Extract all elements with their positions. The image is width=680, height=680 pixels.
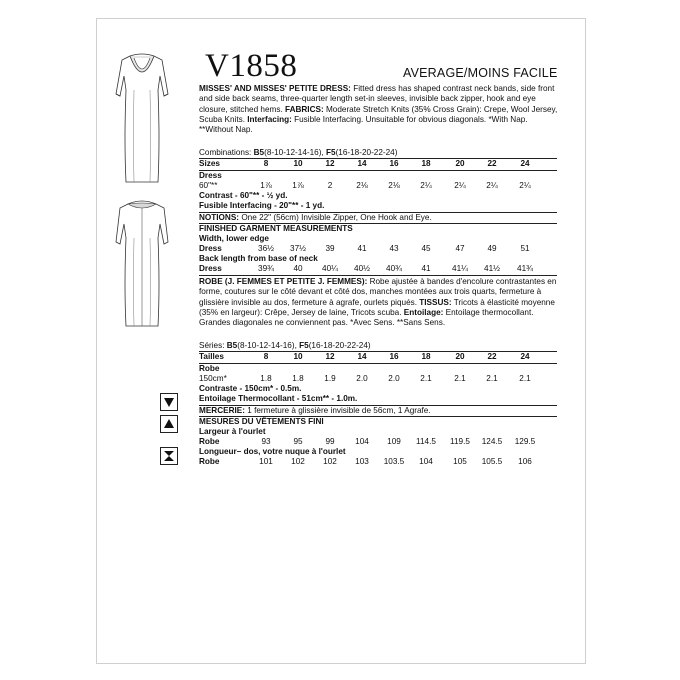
largeur-row: Robe 93 95 99 104 109 114.5 119.5 124.5 129.5 bbox=[199, 437, 536, 446]
fr-description-body: Robe ajustée à bandes d'encolure contrastantes en forme, coutures sur le côté devant et côté dos, manches montées aux trois quarts, fermeture à glissière invisible au dos, fermeture à agrafe, ourlets piqués. bbox=[199, 277, 557, 307]
fr-entoilage-body: Entoilage thermocollant. Grandes diagonales ne conviennent pas. *Avec Sens. **Sans Sens. bbox=[199, 307, 534, 328]
down-arrow-icon bbox=[160, 393, 178, 411]
mesures-title: MESURES DU VÊTEMENTS FINI bbox=[199, 417, 324, 426]
fr-description-title: ROBE (J. FEMMES ET PETITE J. FEMMES): bbox=[199, 277, 368, 286]
english-description bbox=[199, 84, 559, 135]
dress-yardage-row: 60"** 1⅞ 1⅞ 2 2⅛ 2⅛ 2¼ 2¼ 2¼ 2¼ bbox=[199, 181, 531, 190]
dress-front-illustration bbox=[114, 50, 170, 190]
contrast-line: Contrast - 60"** - ½ yd. bbox=[199, 191, 288, 200]
tissus-label: TISSUS: bbox=[419, 297, 452, 307]
back-length-label: Back length from base of neck bbox=[199, 254, 318, 263]
longueur-label: Longueur– dos, votre nuque à l'ourlet bbox=[199, 447, 346, 456]
largeur-label: Largeur à l'ourlet bbox=[199, 427, 266, 436]
contraste-line: Contraste - 150cm* - 0.5m. bbox=[199, 384, 302, 393]
description-title: MISSES' AND MISSES' PETITE DRESS: bbox=[199, 84, 351, 93]
fr-entoilage-label: Entoilage: bbox=[403, 307, 444, 317]
sizes-header-row: Sizes 8 10 12 14 16 18 20 22 24 bbox=[199, 159, 530, 168]
up-arrow-icon bbox=[160, 415, 178, 433]
interfacing-label: Interfacing: bbox=[247, 114, 292, 124]
finished-measurements-title: FINISHED GARMENT MEASUREMENTS bbox=[199, 224, 353, 233]
combinations-line: Combinations: B5(8-10-12-14-16), F5(16-18-20-22-24) bbox=[199, 148, 398, 157]
hourglass-icon bbox=[160, 447, 178, 465]
french-description bbox=[199, 277, 559, 328]
dress-back-illustration bbox=[114, 198, 170, 330]
width-row: Dress 36½ 37½ 39 41 43 45 47 49 51 bbox=[199, 244, 530, 253]
notions-line: NOTIONS: One 22" (56cm) Invisible Zipper, One Hook and Eye. bbox=[199, 213, 432, 222]
fabrics-body: Moderate Stretch Knits (35% Cross Grain): Crepe, Wool Jersey, Scuba Knits. bbox=[199, 104, 558, 124]
english-chart: Combinations: B5(8-10-12-14-16), F5(16-18-20-22-24) Sizes 8 10 12 14 16 18 20 22 24 Dress 60"** 1⅞ 1⅞ 2 2⅛ 2⅛ 2¼ 2¼ 2¼ 2¼ Contrast - 60"** - ½ yd. Fusible Interfacing - 20"** - 1 yd. NOTIONS: One 22" (56cm) Invisible Zipper, One Hook and Eye. FINISHED GARMENT MEASUREMENTS Width, lower edge Dress 36½ 37½ 39 41 43 45 47 49 51 Back length from base of neck Dress 39¾ 40 40¼ 40½ 40¾ 41 41¼ 41½ 41¾ bbox=[199, 148, 559, 378]
difficulty-label: AVERAGE/MOINS FACILE bbox=[403, 66, 558, 80]
description-body: Fitted dress has shaped contrast neck bands, side front and side back seams, three-quarter length set-in sleeves, invisible back zipper, hook and eye closure, stitched hems. bbox=[199, 84, 555, 114]
interfacing-body: Fusible Interfacing. Unsuitable for obvious diagonals. *With Nap. **Without Nap. bbox=[199, 114, 528, 135]
fusible-line: Fusible Interfacing - 20"** - 1 yd. bbox=[199, 201, 325, 210]
width-lower-edge-label: Width, lower edge bbox=[199, 234, 269, 243]
fabrics-label: FABRICS: bbox=[285, 104, 324, 114]
entoilage-line: Entoilage Thermocollant - 51cm** - 1.0m. bbox=[199, 394, 358, 403]
tailles-header-row: Tailles 8 10 12 14 16 18 20 22 24 bbox=[199, 352, 530, 361]
robe-meters-row: 150cm* 1.8 1.8 1.9 2.0 2.0 2.1 2.1 2.1 2.1 bbox=[199, 374, 531, 383]
tissus-body: Tricots à élasticité moyenne (35% en largeur): Crêpe, Jersey de laine, Tricots scuba. bbox=[199, 297, 555, 317]
series-line: Séries: B5(8-10-12-14-16), F5(16-18-20-22-24) bbox=[199, 341, 371, 350]
mercerie-line: MERCERIE: 1 fermeture à glissière invisible de 56cm, 1 Agrafe. bbox=[199, 406, 431, 415]
pattern-code: V1858 bbox=[205, 48, 298, 84]
length-row: Dress 39¾ 40 40¼ 40½ 40¾ 41 41¼ 41½ 41¾ bbox=[199, 264, 533, 273]
french-chart: Séries: B5(8-10-12-14-16), F5(16-18-20-22-24) Tailles 8 10 12 14 16 18 20 22 24 Robe 150cm* 1.8 1.8 1.9 2.0 2.0 2.1 2.1 2.1 2.1 Contraste - 150cm* - 0.5m. Entoilage Thermocollant - 51cm** - 1.0m. MERCERIE: 1 fermeture à glissière invisible de 56cm, 1 Agrafe. MESURES DU VÊTEMENTS FINI Largeur à l'ourlet Robe 93 95 99 104 109 114.5 119.5 124.5 129.5 Longueur– dos, votre nuque à l'ourlet Robe 101 102 102 103 103.5 104 105 105.5 106 bbox=[199, 341, 559, 471]
longueur-row: Robe 101 102 102 103 103.5 104 105 105.5 106 bbox=[199, 457, 532, 466]
